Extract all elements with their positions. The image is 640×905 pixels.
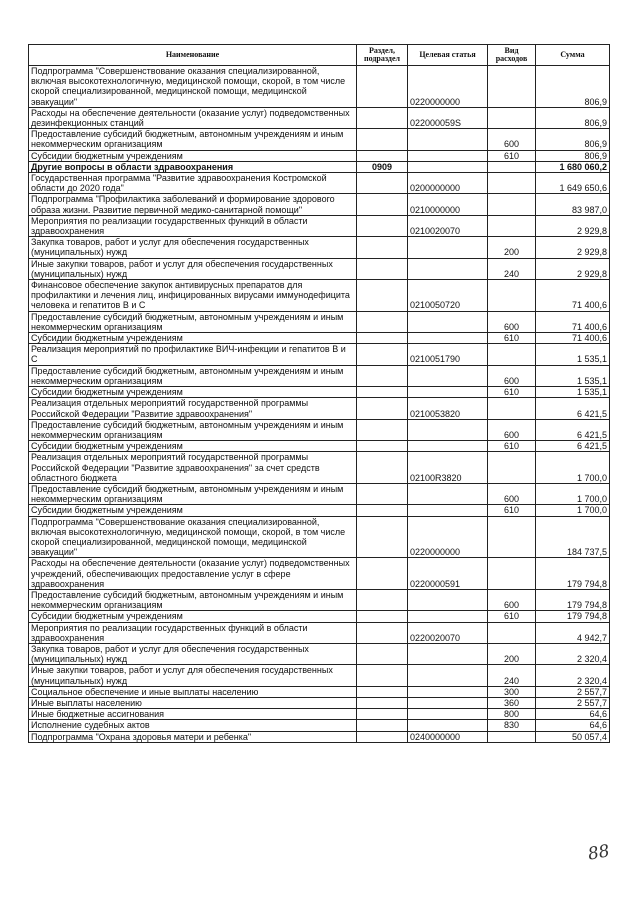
row-sum: 1 700,0 (536, 505, 610, 516)
row-sum: 2 929,8 (536, 215, 610, 236)
row-sum: 1 700,0 (536, 483, 610, 504)
row-kind (488, 280, 536, 312)
table-row (29, 398, 610, 419)
row-sum: 83 987,0 (536, 194, 610, 215)
row-sum: 6 421,5 (536, 419, 610, 440)
row-sum: 2 929,8 (536, 237, 610, 258)
table-row (29, 365, 610, 386)
row-sum: 179 794,8 (536, 611, 610, 622)
row-article (408, 237, 488, 258)
row-article (408, 311, 488, 332)
table-row (29, 237, 610, 258)
header-section: Раздел, подраздел (357, 45, 408, 66)
row-section (357, 611, 408, 622)
row-sum: 1 680 060,2 (536, 161, 610, 172)
row-name: Субсидии бюджетным учреждениям (29, 387, 357, 398)
row-name: Субсидии бюджетным учреждениям (29, 441, 357, 452)
row-kind (488, 194, 536, 215)
row-name: Иные выплаты населению (29, 697, 357, 708)
row-sum: 4 942,7 (536, 622, 610, 643)
row-section (357, 720, 408, 731)
row-article (408, 611, 488, 622)
row-sum: 64,6 (536, 709, 610, 720)
row-section (357, 66, 408, 108)
row-article (408, 665, 488, 686)
table-row (29, 173, 610, 194)
row-section (357, 280, 408, 312)
row-kind (488, 731, 536, 742)
row-section (357, 194, 408, 215)
row-kind: 610 (488, 333, 536, 344)
row-kind: 600 (488, 129, 536, 150)
row-sum: 1 649 650,6 (536, 173, 610, 194)
table-header-row (29, 45, 610, 66)
row-name: Подпрограмма "Профилактика заболеваний и формирование здорового образа жизни. Развитие первичной медико-санитарной помощи" (29, 194, 357, 215)
table-row (29, 311, 610, 332)
row-article: 0200000000 (408, 173, 488, 194)
table-row (29, 161, 610, 172)
row-name: Закупка товаров, работ и услуг для обеспечения государственных (муниципальных) нужд (29, 643, 357, 664)
row-kind: 600 (488, 365, 536, 386)
row-name: Подпрограмма "Совершенствование оказания специализированной, включая высокотехнологичную, медицинской помощи, скорой, в том числе скорой специализированной, медицинской помощи, медицинской эвакуации" (29, 516, 357, 558)
header-sum: Сумма (536, 45, 610, 66)
row-sum: 806,9 (536, 66, 610, 108)
row-name: Подпрограмма "Охрана здоровья матери и ребенка" (29, 731, 357, 742)
row-article (408, 150, 488, 161)
row-name: Иные закупки товаров, работ и услуг для обеспечения государственных (муниципальных) нужд (29, 258, 357, 279)
row-article (408, 483, 488, 504)
row-section (357, 258, 408, 279)
budget-table (28, 44, 610, 743)
row-name: Предоставление субсидий бюджетным, автономным учреждениям и иным некоммерческим организациям (29, 365, 357, 386)
row-name: Реализация отдельных мероприятий государственной программы Российской Федерации "Развитие здравоохранения" (29, 398, 357, 419)
row-article (408, 333, 488, 344)
row-section (357, 697, 408, 708)
row-article: 0210050720 (408, 280, 488, 312)
row-sum: 806,9 (536, 107, 610, 128)
table-row (29, 387, 610, 398)
row-name: Исполнение судебных актов (29, 720, 357, 731)
row-section (357, 686, 408, 697)
table-row (29, 452, 610, 484)
row-sum: 2 557,7 (536, 686, 610, 697)
row-kind (488, 161, 536, 172)
row-kind: 240 (488, 665, 536, 686)
table-row (29, 280, 610, 312)
header-article: Целевая статья (408, 45, 488, 66)
row-kind: 200 (488, 237, 536, 258)
row-section (357, 643, 408, 664)
row-name: Иные закупки товаров, работ и услуг для обеспечения государственных (муниципальных) нужд (29, 665, 357, 686)
row-section (357, 344, 408, 365)
row-sum: 2 320,4 (536, 665, 610, 686)
row-name: Подпрограмма "Совершенствование оказания специализированной, включая высокотехнологичную, медицинской помощи, скорой, в том числе скорой специализированной, медицинской помощи, медицинской эвакуации" (29, 66, 357, 108)
row-article (408, 387, 488, 398)
row-name: Другие вопросы в области здравоохранения (29, 161, 357, 172)
row-article: 02100R3820 (408, 452, 488, 484)
row-name: Субсидии бюджетным учреждениям (29, 333, 357, 344)
row-article (408, 720, 488, 731)
row-section (357, 622, 408, 643)
row-kind (488, 622, 536, 643)
row-article (408, 589, 488, 610)
row-name: Предоставление субсидий бюджетным, автономным учреждениям и иным некоммерческим организациям (29, 129, 357, 150)
row-section (357, 441, 408, 452)
table-row (29, 709, 610, 720)
header-kind: Вид расходов (488, 45, 536, 66)
row-name: Субсидии бюджетным учреждениям (29, 611, 357, 622)
row-name: Предоставление субсидий бюджетным, автономным учреждениям и иным некоммерческим организациям (29, 311, 357, 332)
row-name: Предоставление субсидий бюджетным, автономным учреждениям и иным некоммерческим организациям (29, 483, 357, 504)
row-article (408, 643, 488, 664)
row-article (408, 129, 488, 150)
row-section (357, 709, 408, 720)
header-name: Наименование (29, 45, 357, 66)
row-sum: 2 320,4 (536, 643, 610, 664)
row-section (357, 311, 408, 332)
table-row (29, 611, 610, 622)
row-name: Мероприятия по реализации государственных функций в области здравоохранения (29, 622, 357, 643)
row-name: Закупка товаров, работ и услуг для обеспечения государственных (муниципальных) нужд (29, 237, 357, 258)
row-article: 0220000000 (408, 66, 488, 108)
row-sum: 1 535,1 (536, 365, 610, 386)
row-article: 0210053820 (408, 398, 488, 419)
row-article (408, 161, 488, 172)
table-row (29, 505, 610, 516)
table-row (29, 194, 610, 215)
row-article: 0220000000 (408, 516, 488, 558)
row-kind (488, 344, 536, 365)
row-kind: 610 (488, 387, 536, 398)
table-row (29, 258, 610, 279)
row-name: Государственная программа "Развитие здравоохранения Костромской области до 2020 года" (29, 173, 357, 194)
row-name: Иные бюджетные ассигнования (29, 709, 357, 720)
row-kind (488, 398, 536, 419)
row-kind (488, 215, 536, 236)
row-kind (488, 66, 536, 108)
table-row (29, 558, 610, 590)
row-article: 022000059S (408, 107, 488, 128)
row-name: Субсидии бюджетным учреждениям (29, 505, 357, 516)
row-sum: 6 421,5 (536, 441, 610, 452)
row-kind: 610 (488, 441, 536, 452)
table-row (29, 589, 610, 610)
row-kind: 610 (488, 150, 536, 161)
row-name: Предоставление субсидий бюджетным, автономным учреждениям и иным некоммерческим организациям (29, 589, 357, 610)
row-sum: 1 535,1 (536, 387, 610, 398)
row-sum: 1 535,1 (536, 344, 610, 365)
row-section (357, 665, 408, 686)
row-name: Расходы на обеспечение деятельности (оказание услуг) подведомственных учреждений, обеспечивающих предоставление услуг в сфере здравоохранения (29, 558, 357, 590)
row-kind: 600 (488, 483, 536, 504)
table-row (29, 344, 610, 365)
row-article (408, 697, 488, 708)
row-article: 0240000000 (408, 731, 488, 742)
row-sum: 6 421,5 (536, 398, 610, 419)
row-section (357, 505, 408, 516)
row-article (408, 419, 488, 440)
row-kind: 360 (488, 697, 536, 708)
row-article: 0220020070 (408, 622, 488, 643)
table-row (29, 622, 610, 643)
table-row (29, 731, 610, 742)
table-row (29, 441, 610, 452)
row-section (357, 333, 408, 344)
row-name: Субсидии бюджетным учреждениям (29, 150, 357, 161)
table-row (29, 107, 610, 128)
row-kind (488, 173, 536, 194)
row-sum: 71 400,6 (536, 333, 610, 344)
row-sum: 1 700,0 (536, 452, 610, 484)
row-section (357, 150, 408, 161)
row-article: 0210000000 (408, 194, 488, 215)
row-section (357, 589, 408, 610)
page-number: 88 (586, 841, 612, 865)
table-row (29, 720, 610, 731)
table-row (29, 686, 610, 697)
row-kind: 200 (488, 643, 536, 664)
row-section (357, 365, 408, 386)
row-section (357, 173, 408, 194)
row-name: Реализация отдельных мероприятий государственной программы Российской Федерации "Развитие здравоохранения" за счет средств областного бюджета (29, 452, 357, 484)
table-row (29, 333, 610, 344)
table-row (29, 516, 610, 558)
row-sum: 2 557,7 (536, 697, 610, 708)
row-kind: 240 (488, 258, 536, 279)
table-row (29, 643, 610, 664)
table-row (29, 129, 610, 150)
row-sum: 71 400,6 (536, 311, 610, 332)
row-section (357, 129, 408, 150)
row-article (408, 258, 488, 279)
row-sum: 71 400,6 (536, 280, 610, 312)
row-section (357, 731, 408, 742)
row-section (357, 419, 408, 440)
row-kind: 600 (488, 589, 536, 610)
row-name: Финансовое обеспечение закупок антивирусных препаратов для профилактики и лечения лиц, инфицированных вирусами иммунодефицита человека и гепатитов В и С (29, 280, 357, 312)
row-sum: 179 794,8 (536, 589, 610, 610)
row-section (357, 107, 408, 128)
table-row (29, 483, 610, 504)
table-row (29, 215, 610, 236)
row-article (408, 686, 488, 697)
row-section: 0909 (357, 161, 408, 172)
row-section (357, 215, 408, 236)
table-row (29, 66, 610, 108)
row-section (357, 237, 408, 258)
row-kind: 800 (488, 709, 536, 720)
row-kind (488, 516, 536, 558)
row-section (357, 516, 408, 558)
row-article: 0210051790 (408, 344, 488, 365)
row-article: 0220000591 (408, 558, 488, 590)
row-kind: 600 (488, 419, 536, 440)
row-name: Реализация мероприятий по профилактике ВИЧ-инфекции и гепатитов В и С (29, 344, 357, 365)
row-sum: 806,9 (536, 129, 610, 150)
table-row (29, 697, 610, 708)
row-kind (488, 107, 536, 128)
row-article (408, 365, 488, 386)
row-sum: 64,6 (536, 720, 610, 731)
row-name: Мероприятия по реализации государственных функций в области здравоохранения (29, 215, 357, 236)
row-sum: 806,9 (536, 150, 610, 161)
row-kind: 610 (488, 505, 536, 516)
row-kind: 300 (488, 686, 536, 697)
row-article (408, 709, 488, 720)
row-kind: 600 (488, 311, 536, 332)
table-row (29, 419, 610, 440)
table-row (29, 150, 610, 161)
row-sum: 2 929,8 (536, 258, 610, 279)
row-article: 0210020070 (408, 215, 488, 236)
row-sum: 179 794,8 (536, 558, 610, 590)
table-body (29, 66, 610, 743)
row-kind: 830 (488, 720, 536, 731)
row-kind (488, 452, 536, 484)
row-kind: 610 (488, 611, 536, 622)
row-sum: 184 737,5 (536, 516, 610, 558)
row-section (357, 558, 408, 590)
row-section (357, 398, 408, 419)
row-sum: 50 057,4 (536, 731, 610, 742)
row-article (408, 441, 488, 452)
row-article (408, 505, 488, 516)
table-row (29, 665, 610, 686)
row-name: Расходы на обеспечение деятельности (оказание услуг) подведомственных дезинфекционных станций (29, 107, 357, 128)
row-section (357, 387, 408, 398)
row-section (357, 483, 408, 504)
row-name: Предоставление субсидий бюджетным, автономным учреждениям и иным некоммерческим организациям (29, 419, 357, 440)
row-name: Социальное обеспечение и иные выплаты населению (29, 686, 357, 697)
row-kind (488, 558, 536, 590)
row-section (357, 452, 408, 484)
